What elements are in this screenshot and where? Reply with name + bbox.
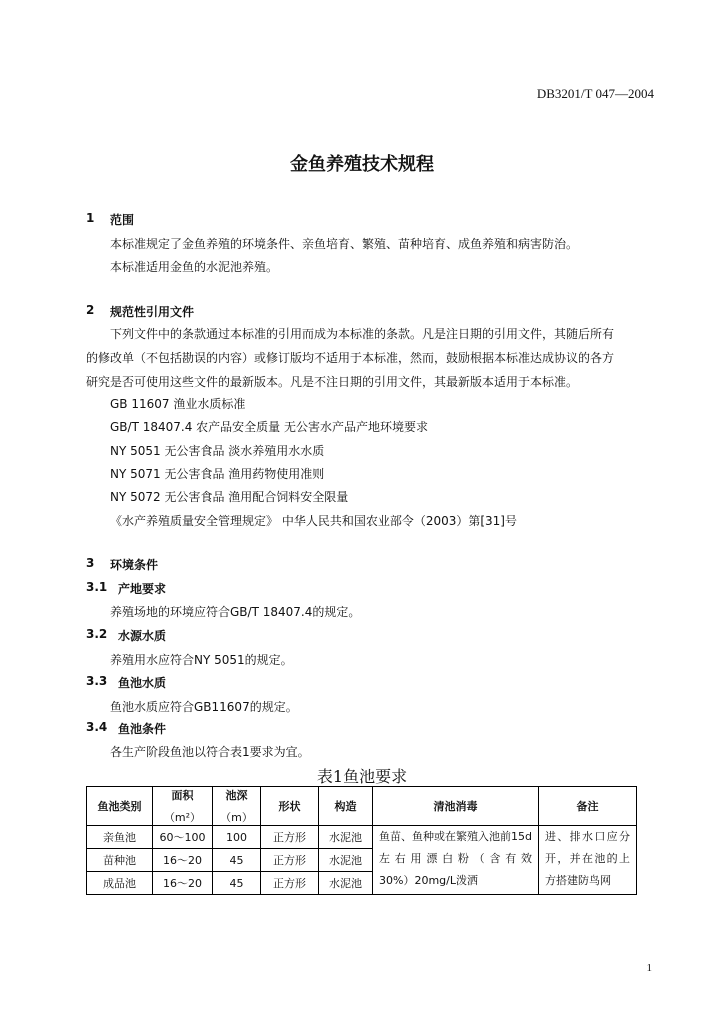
disinfect-line: 鱼苗、鱼种或在繁殖入池前15d (379, 830, 532, 843)
header-depth-unit: （m） (220, 811, 253, 824)
section-1-title: 范围 (110, 213, 135, 227)
section-2-line-3: 研究是否可使用这些文件的最新版本。凡是不注日期的引用文件，其最新版本适用于本标准。 (86, 375, 579, 389)
pond-requirements-table (86, 786, 637, 895)
section-2-number: 2 (86, 303, 95, 317)
cell-shape: 正方形 (261, 826, 319, 849)
table-row (87, 826, 637, 849)
header-remark: 备注 (539, 787, 637, 826)
reference-item: 《水产养殖质量安全管理规定》 中华人民共和国农业部令（2003）第[31]号 (110, 514, 517, 528)
reference-item: GB/T 18407.4 农产品安全质量 无公害水产品产地环境要求 (110, 420, 428, 434)
subsection-number: 3.2 (86, 627, 108, 641)
cell-structure: 水泥池 (319, 849, 373, 872)
header-structure: 构造 (319, 787, 373, 826)
page-number: 1 (646, 962, 652, 974)
cell-depth: 100 (213, 826, 261, 849)
subsection-text: 鱼池水质应符合GB11607的规定。 (110, 700, 298, 714)
subsection-number: 3.3 (86, 674, 108, 688)
cell-disinfect (373, 826, 539, 895)
reference-item: NY 5071 无公害食品 渔用药物使用准则 (110, 467, 325, 481)
subsection-title: 鱼池水质 (118, 676, 167, 690)
subsection-title: 水源水质 (118, 629, 167, 643)
section-3-title: 环境条件 (110, 558, 159, 572)
header-disinfect: 清池消毒 (373, 787, 539, 826)
section-1-number: 1 (86, 211, 95, 225)
subsection-title: 产地要求 (118, 582, 167, 596)
cell-remark (539, 826, 637, 895)
subsection-number: 3.4 (86, 720, 108, 734)
subsection-title: 鱼池条件 (118, 722, 167, 736)
cell-area: 16～20 (153, 849, 213, 872)
cell-shape: 正方形 (261, 872, 319, 895)
subsection-number: 3.1 (86, 580, 108, 594)
disinfect-line: 左 右 用 漂 白 粉 （ 含 有 效 (379, 852, 532, 865)
document-title: 金鱼养殖技术规程 (290, 154, 434, 175)
subsection-text: 养殖场地的环境应符合GB/T 18407.4的规定。 (110, 605, 361, 619)
header-area (153, 787, 213, 826)
subsection-text: 各生产阶段鱼池以符合表1要求为宜。 (110, 745, 310, 759)
disinfect-line: 30%）20mg/L泼洒 (379, 874, 478, 887)
section-1-para-2: 本标准适用金鱼的水泥池养殖。 (110, 260, 279, 274)
section-1-para-1: 本标准规定了金鱼养殖的环境条件、亲鱼培育、繁殖、苗种培育、成鱼养殖和病害防治。 (110, 237, 579, 251)
cell-area: 16～20 (153, 872, 213, 895)
header-depth (213, 787, 261, 826)
section-2-title: 规范性引用文件 (110, 305, 195, 319)
reference-item: NY 5051 无公害食品 淡水养殖用水水质 (110, 444, 325, 458)
cell-area: 60～100 (153, 826, 213, 849)
remark-line: 方搭建防鸟网 (545, 874, 611, 887)
cell-depth: 45 (213, 872, 261, 895)
table-caption: 表1鱼池要求 (316, 767, 408, 786)
header-depth-label: 池深 (225, 789, 248, 802)
cell-shape: 正方形 (261, 849, 319, 872)
header-shape: 形状 (261, 787, 319, 826)
standard-number: DB3201/T 047—2004 (536, 86, 654, 101)
reference-item: NY 5072 无公害食品 渔用配合饲料安全限量 (110, 490, 349, 504)
header-area-unit: （m²） (163, 811, 202, 824)
cell-type: 成品池 (87, 872, 153, 895)
cell-depth: 45 (213, 849, 261, 872)
section-3-number: 3 (86, 556, 95, 570)
reference-item: GB 11607 渔业水质标准 (110, 397, 246, 411)
header-area-label: 面积 (171, 789, 194, 802)
section-2-line-2: 的修改单（不包括勘误的内容）或修订版均不适用于本标准，然而，鼓励根据本标准达成协议的各方 (86, 351, 615, 365)
cell-structure: 水泥池 (319, 826, 373, 849)
cell-type: 亲鱼池 (87, 826, 153, 849)
header-type: 鱼池类别 (87, 787, 153, 826)
cell-structure: 水泥池 (319, 872, 373, 895)
section-2-line-1: 下列文件中的条款通过本标准的引用而成为本标准的条款。凡是注日期的引用文件，其随后所有 (110, 327, 615, 341)
subsection-text: 养殖用水应符合NY 5051的规定。 (110, 653, 293, 667)
remark-line: 进、排水口应分 (545, 830, 630, 843)
table-header-row (87, 787, 637, 826)
remark-line: 开，并在池的上 (545, 852, 630, 865)
cell-type: 苗种池 (87, 849, 153, 872)
